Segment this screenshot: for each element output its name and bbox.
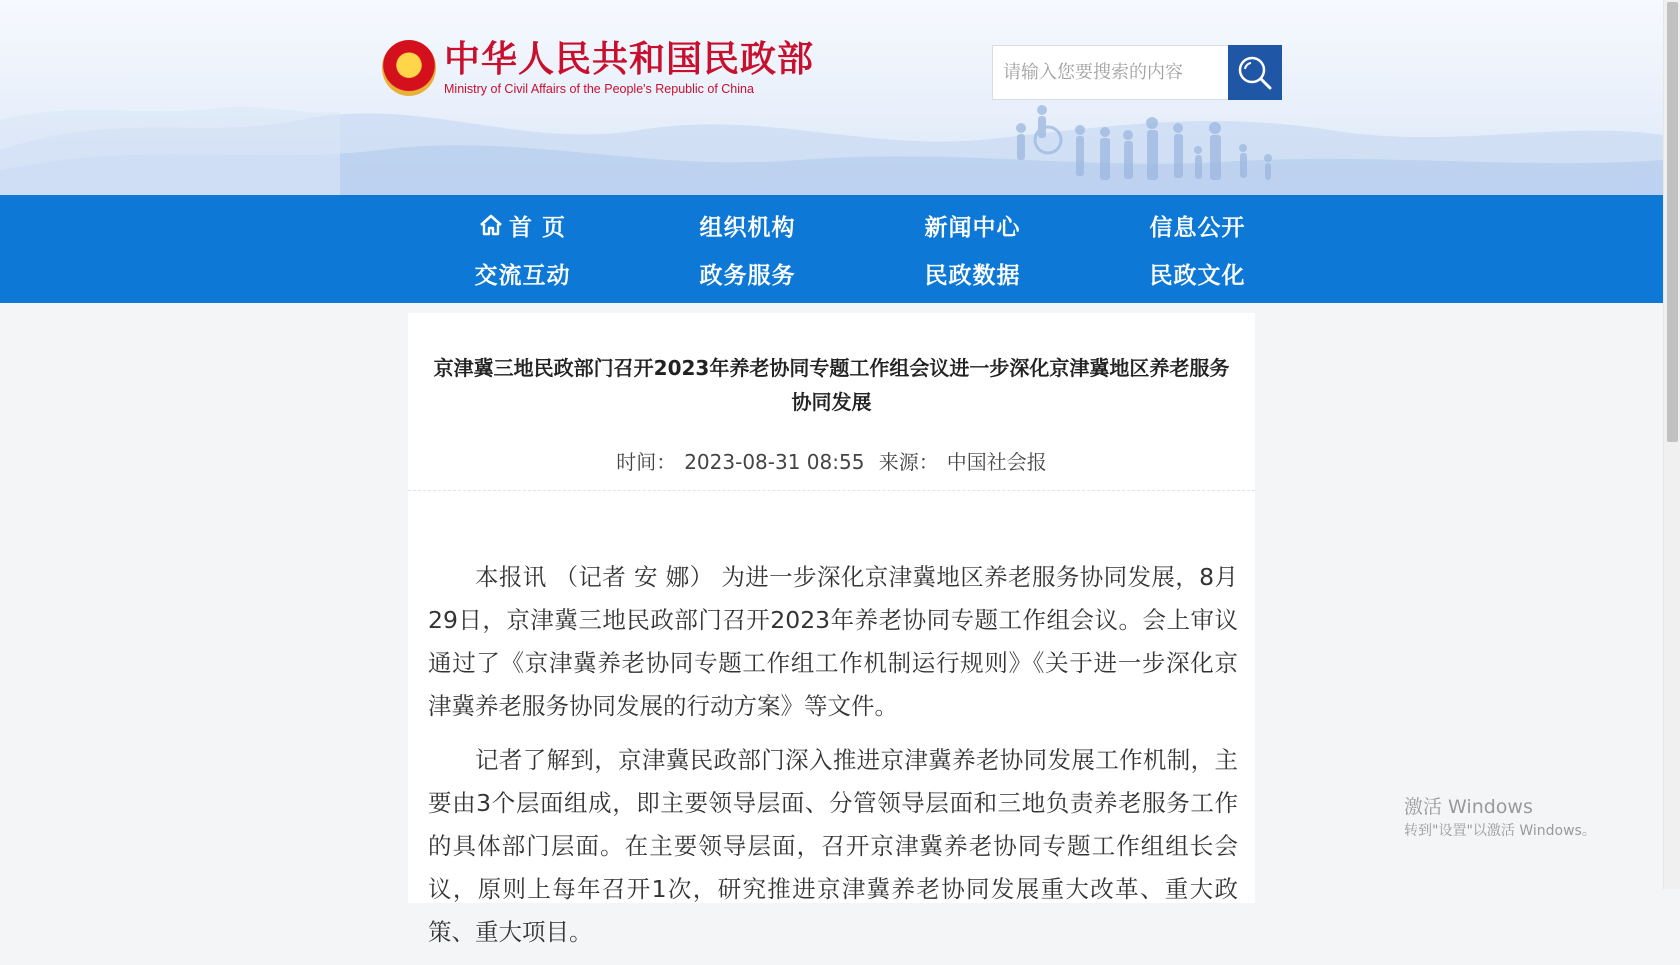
scrollbar-thumb[interactable] — [1667, 2, 1678, 442]
main-nav — [0, 195, 1663, 303]
vertical-scrollbar[interactable] — [1663, 0, 1680, 889]
article-paragraph: 本报讯 （记者 安 娜） 为进一步深化京津冀地区养老服务协同发展，8月29日，京津冀三地民政部门召开2023年养老协同专题工作组会议。会上审议通过了《京津冀养老协同专题工作组工作机制运行规则》《关于进一步深化京津冀养老服务协同发展的行动方案》等文件。 — [428, 563, 1238, 720]
logo-text — [444, 40, 814, 97]
nav-item-home[interactable] — [410, 201, 635, 249]
article-paragraph: 记者了解到，京津冀民政部门深入推进京津冀养老协同发展工作机制，主要由3个层面组成，即主要领导层面、分管领导层面和三地负责养老服务工作的具体部门层面。在主要领导层面，召开京津冀养老协同专题工作组组长会议，原则上每年召开1次，研究推进京津冀养老协同发展重大改革、重大政策、重大项目。 — [428, 746, 1238, 946]
national-emblem-icon — [382, 40, 436, 96]
article-source: 中国社会报 — [946, 450, 1047, 474]
windows-activation-watermark — [1404, 795, 1596, 841]
nav-item-services[interactable]: 政务服务 — [699, 262, 796, 289]
article-body — [428, 556, 1238, 965]
nav-label: 首 页 — [508, 214, 566, 241]
publish-time: 2023-08-31 08:55 — [684, 450, 865, 474]
nav-grid — [410, 195, 1290, 303]
nav-item-organization[interactable]: 组织机构 — [699, 214, 796, 241]
article-title: 京津冀三地民政部门召开2023年养老协同专题工作组会议进一步深化京津冀地区养老服务协同发展 — [433, 356, 1230, 414]
watermark-title: 激活 Windows — [1404, 796, 1533, 818]
nav-item-news[interactable]: 新闻中心 — [924, 214, 1021, 241]
search-input[interactable] — [992, 45, 1228, 100]
site-header — [0, 0, 1663, 195]
nav-item-info-disclosure[interactable]: 信息公开 — [1149, 214, 1246, 241]
search-icon — [1235, 53, 1275, 93]
nav-item-culture[interactable]: 民政文化 — [1149, 262, 1246, 289]
source-label: 来源： — [878, 450, 939, 474]
search-box — [992, 45, 1282, 100]
nav-item-data[interactable]: 民政数据 — [924, 262, 1021, 289]
site-logo[interactable] — [382, 38, 814, 98]
article-card — [408, 313, 1255, 946]
time-label: 时间： — [616, 450, 677, 474]
meta-divider — [408, 490, 1255, 491]
home-icon — [479, 213, 503, 237]
site-name-en: Ministry of Civil Affairs of the People's Republic of China — [444, 81, 754, 96]
search-button[interactable] — [1228, 45, 1282, 100]
nav-item-interaction[interactable]: 交流互动 — [474, 262, 571, 289]
header-landscape-illustration — [0, 0, 1663, 195]
site-name-cn: 中华人民共和国民政部 — [444, 38, 815, 80]
article-meta — [408, 446, 1255, 475]
watermark-subtitle: 转到"设置"以激活 Windows。 — [1404, 823, 1596, 839]
